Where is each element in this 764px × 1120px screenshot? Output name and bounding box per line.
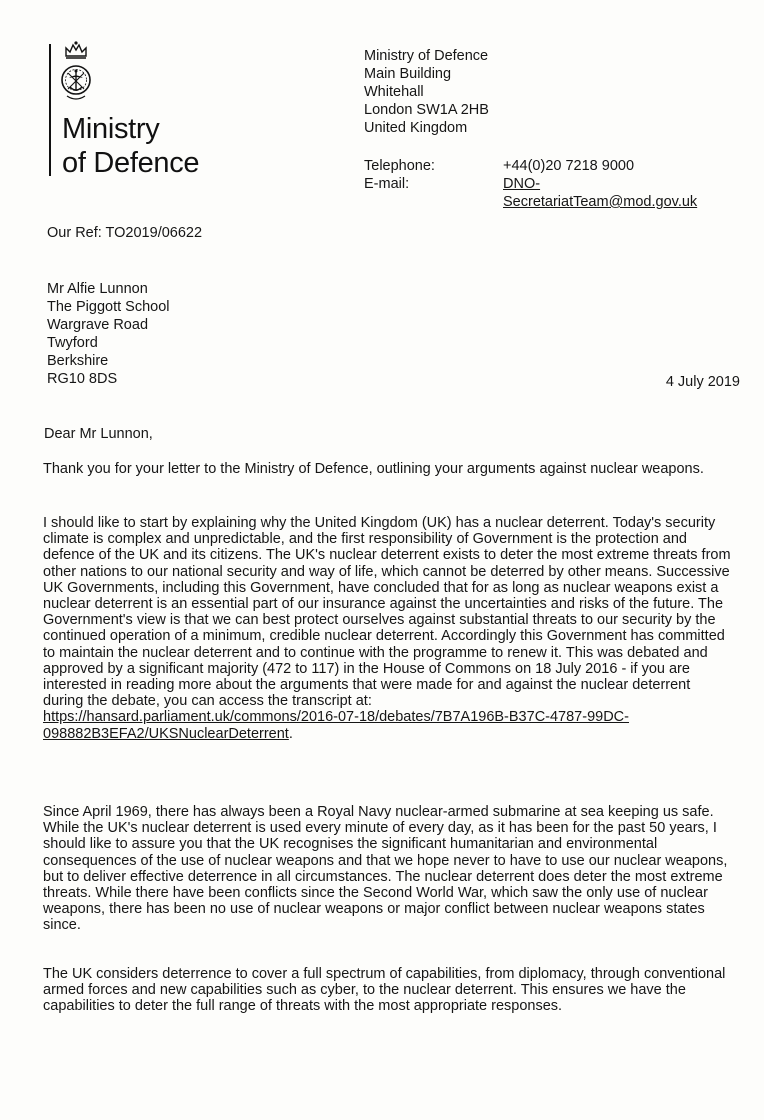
- recipient-address: [47, 280, 170, 388]
- salutation: Dear Mr Lunnon,: [44, 426, 153, 442]
- recipient-line: Mr Alfie Lunnon: [47, 281, 148, 297]
- address-line: Main Building: [364, 66, 452, 82]
- address-line: Ministry of Defence: [364, 48, 489, 64]
- email-link-line-1[interactable]: DNO-: [503, 176, 541, 192]
- email-link-line-2[interactable]: SecretariatTeam@mod.gov.uk: [503, 194, 698, 210]
- recipient-line: The Piggott School: [47, 299, 170, 315]
- link-trailing-period: .: [288, 725, 293, 742]
- ministry-brand: [62, 112, 199, 180]
- body-paragraph: The UK considers deterrence to cover a full spectrum of capabilities, from diplomacy, through conventional armed forces and new capabilities such as cyber, to the nuclear deterrent. This ensures we have the capabilities to deter the full range of threats with the most appropriate responses.: [43, 966, 726, 1015]
- letterhead-rule: [49, 44, 51, 176]
- reference-number: Our Ref: TO2019/06622: [47, 225, 203, 241]
- hansard-transcript-link[interactable]: [43, 709, 629, 741]
- letter-date: 4 July 2019: [665, 374, 740, 390]
- body-paragraph-with-link: [43, 515, 733, 742]
- brand-line-2: of Defence: [62, 147, 200, 179]
- address-line: United Kingdom: [364, 120, 468, 136]
- telephone-value: +44(0)20 7218 9000: [503, 158, 635, 174]
- email-label: E-mail:: [364, 176, 410, 192]
- address-line: Whitehall: [364, 84, 424, 100]
- address-line: London SW1A 2HB: [364, 102, 489, 118]
- telephone-label: Telephone:: [364, 158, 435, 174]
- recipient-line: Twyford: [47, 335, 98, 351]
- recipient-line: RG10 8DS: [47, 371, 118, 387]
- royal-crest-icon: [58, 40, 94, 106]
- brand-line-1: Ministry: [62, 113, 160, 145]
- body-paragraph: Thank you for your letter to the Ministry of Defence, outlining your arguments against nuclear weapons.: [43, 461, 704, 477]
- link-line-1: https://hansard.parliament.uk/commons/2016-07-18/debates/7B7A196B-B37C-4787-99DC-: [43, 709, 629, 726]
- link-line-2: 098882B3EFA2/UKSNuclearDeterrent: [43, 725, 289, 742]
- paragraph-text: I should like to start by explaining why the United Kingdom (UK) has a nuclear deterrent. Today's security climate is complex and unpredictable, and the first responsibility of Government is the protection and defence of the UK and its citizens. The UK's nuclear deterrent exists to deter the most extreme threats from other nations to our national security and way of life, which cannot be deterred by other means. Successive UK Governments, including this Government, have concluded that for as long as nuclear weapons exist a nuclear deterrent is an essential part of our insurance against the uncertainties and risks of the future. The Government's view is that we can best protect ourselves against substantial threats to our security by the continued operation of a minimum, credible nuclear deterrent. Accordingly this Government has committed to maintain the nuclear deterrent and to continue with the programme to renew it. This was debated and approved by a significant majority (472 to 117) in the House of Commons on 18 July 2016 - if you are interested in reading more about the arguments that were made for and against the nuclear deterrent during the debate, you can access the transcript at:: [43, 515, 731, 710]
- recipient-line: Wargrave Road: [47, 317, 149, 333]
- recipient-line: Berkshire: [47, 353, 109, 369]
- sender-address: [364, 47, 489, 137]
- body-paragraph: Since April 1969, there has always been a Royal Navy nuclear-armed submarine at sea keeping us safe. While the UK's nuclear deterrent is used every minute of every day, as it has been for the past 50 years, I should like to assure you that the UK recognises the significant humanitarian and environmental consequences of the use of nuclear weapons and that we hope never to have to use our nuclear weapons, but to deliver effective deterrence in all circumstances. The nuclear deterrent does deter the most extreme threats. While there have been conflicts since the Second World War, which saw the only use of nuclear weapons, there has been no use of nuclear weapons or major conflict between nuclear weapons states since.: [43, 804, 728, 934]
